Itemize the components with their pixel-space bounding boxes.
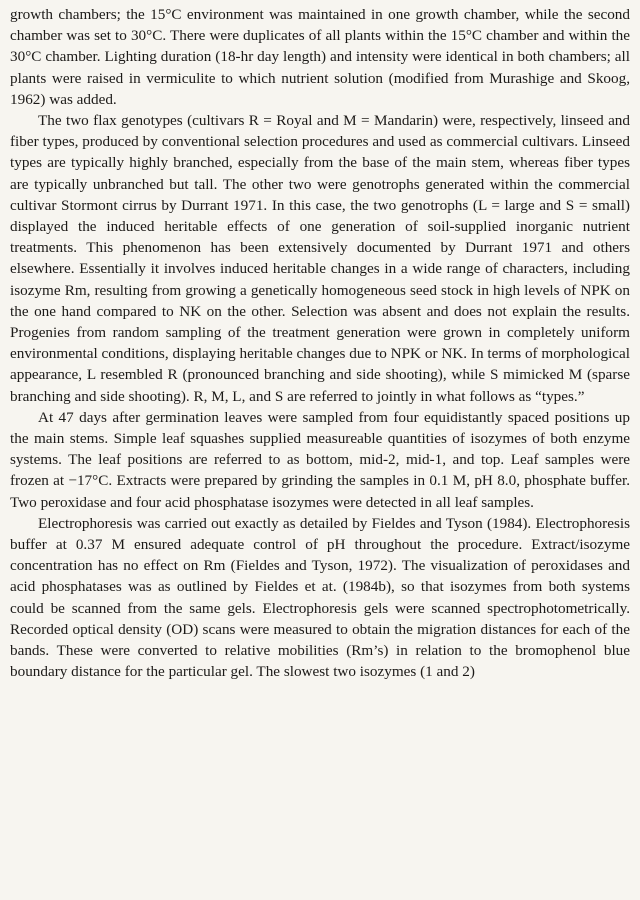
paragraph-flax-genotypes: The two flax genotypes (cultivars R = Royal and M = Mandarin) were, respectively, linseed and fiber types, produced by conventional selection procedures and used as commercial cultivars. Linseed types are typically highly branched, especially from the base of the main stem, whereas fiber types are typically unbranched but tall. The other two were genotrophs generated within the commercial cultivar Stormont cirrus by Durrant 1971. In this case, the two genotrophs (L = large and S = small) displayed the induced heritable effects of one generation of soil-supplied inorganic nutrient treatments. This phenomenon has been extensively documented by Durrant 1971 and others elsewhere. Essentially it involves induced heritable changes in a wide range of characters, including isozyme Rm, resulting from growing a genetically homogeneous seed stock in high levels of NPK on the one hand compared to NK on the other. Selection was absent and does not explain the results. Progenies from random sampling of the treatment generation were grown in completely uniform environmental conditions, displaying heritable changes due to NPK or NK. In terms of morphological appearance, L resembled R (pronounced branching and side shooting), while S mimicked M (sparse branching and side shooting). R, M, L, and S are referred to jointly in what follows as “types.” xyxy=(10,112,630,405)
paragraph-leaf-sampling: At 47 days after germination leaves were sampled from four equidistantly spaced positions up the main stems. Simple leaf squashes supplied measureable quantities of isozymes of both enzyme systems. The leaf positions are referred to as bottom, mid-2, mid-1, and top. Leaf samples were frozen at −17°C. Extracts were prepared by grinding the samples in 0.1 M, pH 8.0, phosphate buffer. Two peroxidase and four acid phosphatase isozymes were detected in all leaf samples. xyxy=(10,408,630,511)
paragraph-electrophoresis: Electrophoresis was carried out exactly as detailed by Fieldes and Tyson (1984). Electrophoresis buffer at 0.37 M ensured adequate control of pH throughout the procedure. Extract/isozyme concentration has no effect on Rm (Fieldes and Tyson, 1972). The visualization of peroxidases and acid phosphatases was as outlined by Fieldes et at. (1984b), so that isozymes from both systems could be scanned from the same gels. Electrophoresis gels were scanned spectrophotometrically. Recorded optical density (OD) scans were measured to obtain the migration distances for each of the bands. These were converted to relative mobilities (Rm’s) in relation to the bromophenol blue boundary distance for the particular gel. The slowest two isozymes (1 and 2) xyxy=(10,514,630,681)
paragraph-growth-chambers: growth chambers; the 15°C environment was maintained in one growth chamber, while the second chamber was set to 30°C. There were duplicates of all plants within the 15°C chamber and within the 30°C chamber. Lighting duration (18-hr day length) and intensity were identical in both chambers; all plants were raised in vermiculite to which nutrient solution (modified from Murashige and Skoog, 1962) was added. xyxy=(10,6,630,108)
